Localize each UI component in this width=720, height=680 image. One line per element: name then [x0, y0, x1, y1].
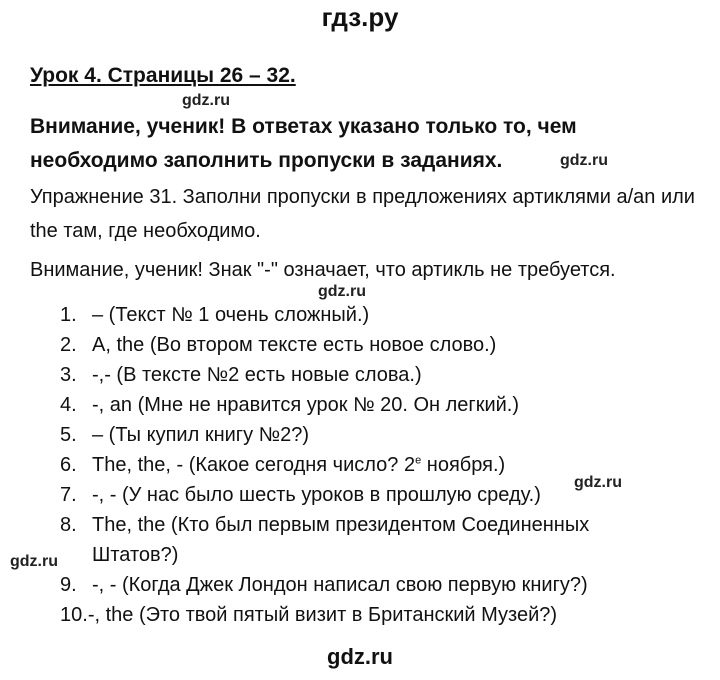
answer-number: 6. — [60, 454, 77, 476]
warning-text: Внимание, ученик! В ответах указано только то, чем необходимо заполнить пропуски в заданиях. — [30, 115, 577, 172]
answer-text: -, - (У нас было шесть уроков в прошлую среду.) — [92, 484, 541, 506]
answer-number: 4. — [60, 394, 77, 416]
answer-text: The, the (Кто был первым президентом Соединенных Штатов?) — [92, 514, 590, 566]
watermark: gdz.ru — [560, 152, 608, 169]
exercise-text: Упражнение 31. Заполни пропуски в предложениях артиклями a/an или the там, где необходимо. — [30, 186, 695, 242]
answer-text-before: The, the, - (Какое сегодня число? 2 — [92, 454, 416, 476]
site-header: гдз.ру — [321, 2, 399, 32]
answer-number: 5. — [60, 424, 77, 446]
list-item — [60, 570, 680, 600]
answer-number: 1. — [60, 304, 77, 326]
answer-text: – (Ты купил книгу №2?) — [92, 424, 309, 446]
answer-number: 9. — [60, 574, 77, 596]
answer-text — [92, 450, 505, 480]
answer-text: -, an (Мне не нравится урок № 20. Он легкий.) — [92, 394, 520, 416]
list-item — [60, 510, 680, 570]
answer-number: 3. — [60, 364, 77, 386]
note-text: Внимание, ученик! Знак "-" означает, что артикль не требуется. — [30, 259, 616, 281]
list-item — [60, 390, 680, 420]
watermark: gdz.ru — [182, 92, 230, 109]
answer-text: -, the (Это твой пятый визит в Британский Музей?) — [87, 604, 558, 626]
list-item — [60, 420, 680, 450]
answer-text: – (Текст № 1 очень сложный.) — [92, 304, 370, 326]
answer-number: 10. — [60, 604, 88, 626]
watermark: gdz.ru — [318, 283, 366, 300]
answer-text: -,- (В тексте №2 есть новые слова.) — [92, 364, 422, 386]
answers-list — [60, 300, 680, 630]
watermark: gdz.ru — [10, 553, 58, 570]
list-item — [60, 600, 680, 630]
footer-watermark: gdz.ru — [327, 644, 393, 669]
list-item — [60, 300, 680, 330]
answer-text: -, - (Когда Джек Лондон написал свою первую книгу?) — [92, 574, 588, 596]
answer-text-after: ноября.) — [421, 454, 506, 476]
answer-number: 7. — [60, 484, 77, 506]
answer-text: A, the (Во втором тексте есть новое слово.) — [92, 334, 497, 356]
superscript: е — [415, 454, 422, 467]
lesson-title: Урок 4. Страницы 26 – 32. — [30, 64, 296, 87]
answer-number: 8. — [60, 514, 77, 536]
list-item — [60, 360, 680, 390]
list-item — [60, 330, 680, 360]
watermark: gdz.ru — [574, 474, 622, 491]
answer-number: 2. — [60, 334, 77, 356]
